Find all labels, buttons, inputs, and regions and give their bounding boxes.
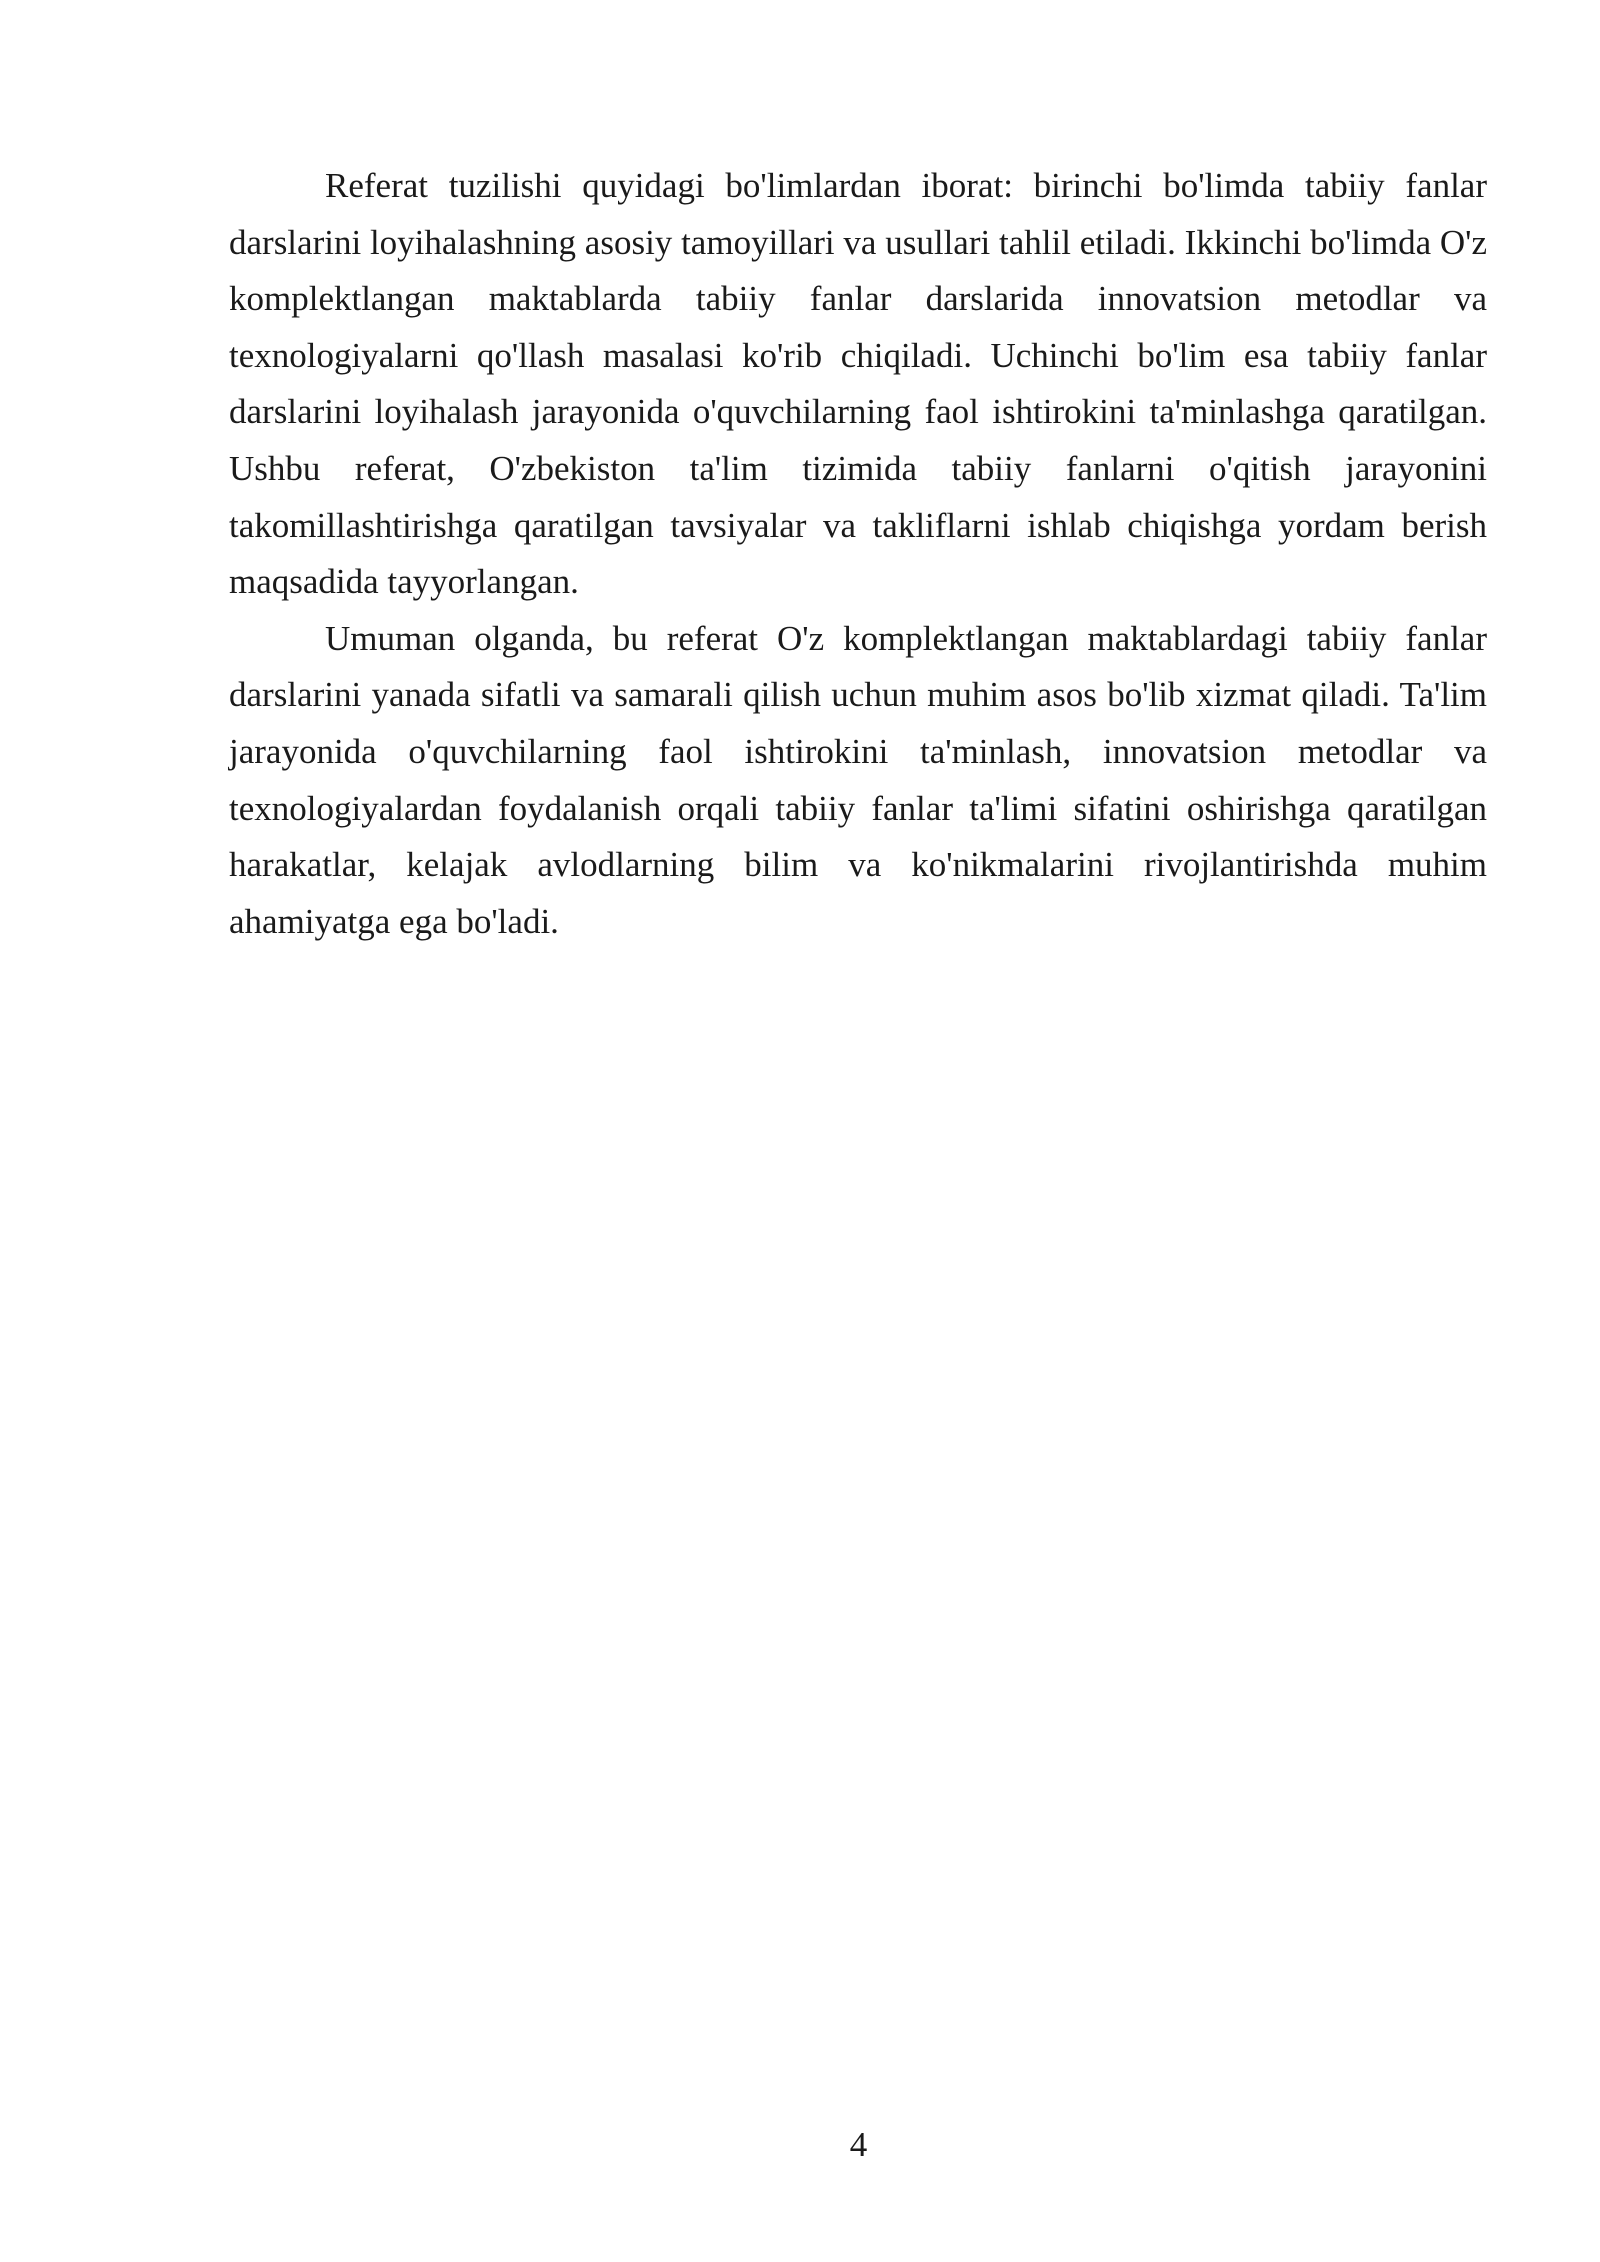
body-paragraph-1: Referat tuzilishi quyidagi bo'limlardan iborat: birinchi bo'limda tabiiy fanlar darslarini loyihalashning asosiy tamoyillari va usullari tahlil etiladi. Ikkinchi bo'limda O'z komplektlangan maktablarda tabiiy fanlar darslarida innovatsion metodlar va texnologiyalarni qo'llash masalasi ko'rib chiqiladi. Uchinchi bo'lim esa tabiiy fanlar darslarini loyihalash jarayonida o'quvchilarning faol ishtirokini ta'minlashga qaratilgan. Ushbu referat, O'zbekiston ta'lim tizimida tabiiy fanlarni o'qitish jarayonini takomillashtirishga qaratilgan tavsiyalar va takliflarni ishlab chiqishga yordam berish maqsadida tayyorlangan. (229, 166, 1487, 602)
body-paragraph-2: Umuman olganda, bu referat O'z komplektlangan maktablardagi tabiiy fanlar darslarini yanada sifatli va samarali qilish uchun muhim asos bo'lib xizmat qiladi. Ta'lim jarayonida o'quvchilarning faol ishtirokini ta'minlash, innovatsion metodlar va texnologiyalardan foydalanish orqali tabiiy fanlar ta'limi sifatini oshirishga qaratilgan harakatlar, kelajak avlodlarning bilim va ko'nikmalarini rivojlantirishda muhim ahamiyatga ega bo'ladi. (229, 618, 1487, 941)
document-body (229, 158, 1487, 950)
page-number: 4 (849, 2125, 868, 2164)
